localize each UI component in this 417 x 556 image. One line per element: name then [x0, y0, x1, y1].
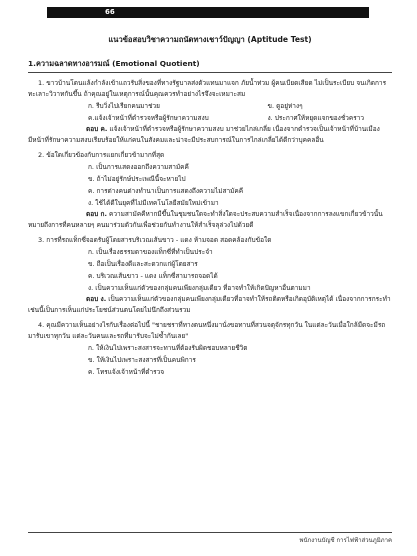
question-4-option-a: ก. ให้เงินไปเพราะสงสารจะทานที่ต้องรับผิดชอบหลายชีวิต [88, 344, 248, 352]
section-heading: 1.ความฉลาดทางอารมณ์ (Emotional Quotient) [28, 58, 392, 73]
question-1-answer [28, 124, 392, 146]
question-4-option-c: ค. โทรแจ้งเจ้าหน้าที่ตำรวจ [88, 368, 165, 376]
question-1-option-b: ข. ดูอยู่ห่างๆ [267, 102, 303, 110]
question-2-option-b: ข. ถ้าไม่อยู่รักษ์ประเพณีนี้จะหายไป [88, 175, 186, 183]
question-3-option-c: ค. บริเวณเส้นขาว - แดง แท็กซี่สามารถจอดได้ [88, 272, 218, 280]
question-3-option-a: ก. เป็นเรื่องธรรมดาของแท็กซี่ที่ทำเป็นประจำ [88, 248, 213, 256]
question-3-answer-text: เป็นความเห็นแก่ตัวของกลุ่มคนเพียงกลุ่มเดียวที่อาจทำให้รถติดหรือเกิดอุบัติเหตุได้ เนื่องจากการกระทำเช่นนี้เป็นการเห็นแก่ประโยชน์ส่วนตนโดยไม่นึกถึงส่วนรวม [28, 295, 391, 314]
question-4-text: 4. คุณมีความเห็นอย่างไรกับเรื่องต่อไปนี้ "ชายชราที่ทางตนหนึ่งมานั่งขอทานที่สวนจตุจักรทุกวัน ในแต่ละวันเมื่อใกล้มืดจะมีรถมารับเขาทุกวัน แต่ละวันคนและรถที่มารับจะไม่ซ้ำกันเลย" [28, 321, 386, 340]
question-2-option-d: ง. ใช้ได้ดีในยุคที่ไม่มีเทคโนโลยีสมัยใหม่เข้ามา [88, 199, 219, 207]
question-1-options-row-1 [88, 100, 392, 112]
question-1-option-d: ง. ประกาศให้หยุดแจกของชั่วคราว [267, 114, 365, 122]
footer-text: พนักงานบัญชี การไฟฟ้าส่วนภูมิภาค [299, 537, 392, 544]
question-2-option-a: ก. เป็นการแสดงออกถึงความสามัคคี [88, 163, 189, 171]
question-1-answer-text: แจ้งเจ้าหน้าที่ตำรวจหรือผู้รักษาความสงบ มาช่วยไกล่เกลี่ย เนื่องจากตำรวจเป็นเจ้าหน้าที่บ้านเมือง มีหน้าที่รักษาความสงบเรียบร้อยให้แก่คนในสังคมและน่าจะมีประสบการณ์ในการไกล่เกลี่ยได้ดีกว่าบุคคลอื่น [28, 125, 380, 144]
question-4-option-b: ข. ให้เงินไปเพราะสงสารที่เป็นคนพิการ [88, 356, 196, 364]
question-3-text: 3. การที่รถแท็กซี่จอดรับผู้โดยสารบริเวณเส้นขาว - แดง ห้ามจอด สอดคล้องกับข้อใด [38, 236, 272, 244]
document-body [28, 34, 392, 378]
question-1-answer-label: ตอบ ค. [86, 125, 108, 133]
question-1-option-c: ค.แจ้งเจ้าหน้าที่ตำรวจหรือผู้รักษาความสงบ [88, 114, 209, 122]
question-1-options-row-2 [88, 112, 392, 124]
question-2-answer-text: ความสามัคคีหากมีขึ้นในชุมชนใดจะทำสิ่งใดจะประสบความสำเร็จเนื่องจากการลงแขกเกี่ยวข้าวนั้นหมายถึงการที่คนหลายๆ คนมาร่วมตัวกันเพื่อช่วยกันทำงานให้สำเร็จลุล่วงไปด้วยดี [28, 210, 383, 229]
question-3-answer [28, 294, 392, 316]
page-header-bar [47, 7, 369, 18]
page-number: 66 [105, 8, 115, 16]
question-2-text: 2. ข้อใดเกี่ยวข้องกับการแยกเกี่ยวข้ามากที่สุด [38, 151, 165, 159]
question-2-answer [28, 209, 392, 231]
question-2-answer-label: ตอบ ก. [86, 210, 107, 218]
question-2-option-c: ค. การต่างคนต่างทำนาเป็นการแสดงถึงความไม่สามัคคี [88, 187, 244, 195]
document-title: แนวข้อสอบวิชาความถนัดทางเชาว์ปัญญา (Aptitude Test) [108, 35, 312, 44]
question-1-text: 1. ขาวบ้านโดนแล้งกำลังเข้าแถวรับสิ่งของที่ทางรัฐบาลส่งตัวแทนมาแจก ภัยน้ำท่วม ผู้คนเบียดเสียด ไม่เป็นระเบียบ จนเกิดการทะเลาะวิวาทกันขึ้น ถ้าคุณอยู่ในเหตุการณ์นั้นคุณควรทำอย่างไรจึงจะเหมาะสม [28, 79, 387, 98]
question-3-option-d: ง. เป็นความเห็นแก่ตัวของกลุ่มคนเพียงกลุ่มเดียว ที่อาจทำให้เกิดปัญหาอื่นตามมา [88, 284, 311, 292]
question-3-answer-label: ตอบ ง. [86, 295, 107, 303]
question-3-option-b: ข. ถือเป็นเรื่องดีและสะดวกแก่ผู้โดยสาร [88, 260, 198, 268]
question-1-option-a: ก. รีบวิ่งไปเรียกคนมาช่วย [88, 102, 160, 110]
page-footer [28, 532, 392, 547]
